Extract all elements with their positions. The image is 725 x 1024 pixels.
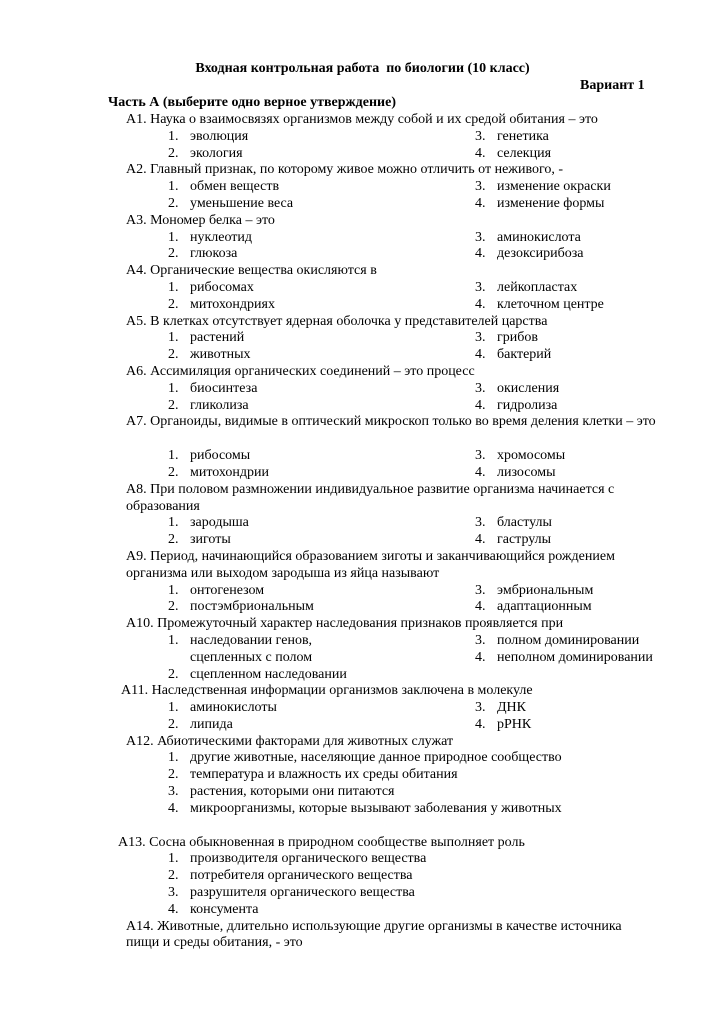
answer-option [168,347,475,364]
answer-option [168,230,475,247]
option-text: животных [190,347,251,363]
answer-option [475,448,705,465]
answer-option [475,330,705,347]
option-text: клеточном центре [497,296,604,312]
option-text: лизосомы [497,464,556,480]
option-text: митохондриях [190,296,275,312]
option-number: 2. [168,532,179,548]
option-number: 4. [475,464,486,480]
answer-option [475,583,705,600]
option-number: 4. [168,800,179,816]
option-text: липида [190,716,233,732]
option-number: 1. [168,330,179,346]
answer-options [168,330,725,364]
option-text: адаптационным [497,599,592,615]
question-text: А13. Сосна обыкновенная в природном сообществе выполняет роль [118,834,525,850]
question-a2 [0,162,725,212]
option-text: обмен веществ [190,179,280,195]
question-text: А4. Органические вещества окисляются в [126,263,377,279]
option-number: 2. [168,767,179,783]
question-a11 [0,683,725,733]
question-a14 [0,919,725,953]
option-number: 4. [475,599,486,615]
option-number: 1. [168,229,179,245]
answer-option [475,297,705,314]
question-text: А2. Главный признак, по которому живое можно отличить от неживого, - [126,162,564,178]
answer-option [475,633,705,650]
option-number: 3. [475,700,486,716]
option-number: 4. [475,532,486,548]
option-text: изменение формы [497,195,605,211]
option-number: 3. [475,582,486,598]
spacer [0,431,725,448]
answer-options [168,633,725,683]
option-text: нуклеотид [190,229,253,245]
question-a9 [0,549,725,616]
option-number: 3. [168,885,179,901]
option-text: изменение окраски [497,179,611,195]
question-a5 [0,314,725,364]
answer-option-continuation [168,650,475,667]
option-number: 1. [168,700,179,716]
option-number: 2. [168,195,179,211]
option-number: 4. [475,145,486,161]
option-number: 2. [168,296,179,312]
option-text: постэмбриональным [190,599,314,615]
answer-option [168,398,475,415]
question-text: А3. Мономер белка – это [126,212,275,228]
answer-option [168,465,475,482]
option-number: 4. [475,347,486,363]
question-text: А5. В клетках отсутствует ядерная оболочка у представителей царства [126,313,548,329]
option-text: зиготы [190,532,231,548]
option-number: 1. [168,179,179,195]
option-number: 4. [475,296,486,312]
question-a3 [0,213,725,263]
answer-option [168,129,475,146]
option-text: температура и влажность их среды обитания [190,767,458,783]
answer-option [475,465,705,482]
option-text: дезоксирибоза [497,246,584,262]
answer-option [475,650,705,667]
option-number: 1. [168,750,179,766]
answer-option [168,717,475,734]
option-number: 1. [168,380,179,396]
option-number: 3. [475,279,486,295]
answer-option [168,146,475,163]
answer-options [168,515,725,549]
option-text: полном доминировании [497,632,640,648]
option-text: хромосомы [497,448,566,464]
option-text: наследовании генов, [190,632,313,648]
answer-option [168,196,475,213]
answer-option [168,599,475,616]
option-text: рибосомах [190,279,254,295]
answer-option [168,851,725,868]
question-a10 [0,616,725,683]
option-number: 1. [168,448,179,464]
question-text: А6. Ассимиляция органических соединений – это процесс [126,363,475,379]
answer-option [475,700,705,717]
option-text: экология [190,145,243,161]
option-number: 4. [475,649,486,665]
answer-option [475,599,705,616]
option-text: грибов [497,330,538,346]
option-text: эмбриональным [497,582,594,598]
answer-options [168,179,725,213]
question-list [0,112,725,952]
option-number: 4. [168,901,179,917]
answer-option [168,246,475,263]
option-number: 3. [475,128,486,144]
option-text: растения, которыми они питаются [190,784,395,800]
option-number: 1. [168,128,179,144]
answer-option [475,280,705,297]
answer-options [168,381,725,415]
option-number: 3. [475,632,486,648]
option-number: 3. [475,179,486,195]
answer-option [168,532,475,549]
variant-label: Вариант 1 [580,78,645,93]
answer-option [168,767,725,784]
answer-option [168,784,725,801]
answer-options [168,851,725,918]
option-text: неполном доминировании [497,649,653,665]
question-a7 [0,414,725,481]
question-a4 [0,263,725,313]
option-text: биосинтеза [190,380,258,396]
option-number: 2. [168,145,179,161]
answer-option [475,717,705,734]
option-text: бактерий [497,347,552,363]
answer-options [168,700,725,734]
option-number: 3. [475,380,486,396]
option-number: 4. [475,716,486,732]
option-text: глюкоза [190,246,238,262]
answer-option [475,398,705,415]
answer-option [168,667,475,684]
option-number: 2. [168,246,179,262]
question-text: А7. Органоиды, видимые в оптический микроскоп только во время деления клетки – это [126,414,656,430]
option-text: сцепленных с полом [190,649,313,665]
option-text: уменьшение веса [190,195,294,211]
option-text: растений [190,330,245,346]
answer-options [168,448,725,482]
answer-option [475,146,705,163]
option-text: аминокислота [497,229,581,245]
option-text: селекция [497,145,552,161]
answer-option [168,902,725,919]
option-number: 2. [168,666,179,682]
answer-option [168,297,475,314]
question-a6 [0,364,725,414]
option-number: 1. [168,279,179,295]
question-a12 [0,734,725,818]
option-number: 3. [475,330,486,346]
answer-option [168,179,475,196]
answer-option [168,750,725,767]
option-number: 2. [168,464,179,480]
option-number: 2. [168,716,179,732]
option-number: 2. [168,347,179,363]
option-number: 1. [168,632,179,648]
option-number: 2. [168,868,179,884]
answer-option [168,885,725,902]
option-number: 3. [168,784,179,800]
answer-option [475,196,705,213]
answer-option [168,280,475,297]
answer-option [475,532,705,549]
answer-option [475,515,705,532]
option-text: рибосомы [190,448,251,464]
question-text: А1. Наука о взаимосвязях организмов между собой и их средой обитания – это [126,112,598,127]
option-text: производителя органического вещества [190,851,427,867]
option-text: онтогенезом [190,582,265,598]
answer-option [168,330,475,347]
question-a8 [0,482,725,549]
option-text: потребителя органического вещества [190,868,413,884]
option-text: окисления [497,380,560,396]
option-text: зародыша [190,515,249,531]
answer-option [168,381,475,398]
answer-option [168,801,725,818]
option-text: ДНК [497,700,526,716]
option-text: аминокислоты [190,700,277,716]
answer-option [475,230,705,247]
answer-option [475,246,705,263]
question-text: А14. Животные, длительно использующие другие организмы в качестве источника пищи и среды обитания, - это [126,918,622,951]
option-number: 4. [475,246,486,262]
option-text: гликолиза [190,397,249,413]
option-text: разрушителя органического вещества [190,885,415,901]
question-a13 [0,835,725,919]
option-number: 4. [475,195,486,211]
answer-option [168,448,475,465]
option-text: сцепленном наследовании [190,666,347,682]
question-text: А12. Абиотическими факторами для животных служат [126,733,454,749]
option-text: митохондрии [190,464,270,480]
part-heading: Часть А (выберите одно верное утверждение) [108,95,396,110]
answer-option [168,868,725,885]
answer-options [168,583,725,617]
answer-options [168,129,725,163]
option-number: 3. [475,229,486,245]
option-number: 2. [168,397,179,413]
option-number: 1. [168,851,179,867]
question-text: А9. Период, начинающийся образованием зиготы и заканчивающийся рождением организма или выходом зародыша из яйца называют [126,548,615,581]
option-text: бластулы [497,515,552,531]
option-number [168,650,190,667]
answer-option [475,179,705,196]
option-number: 3. [475,515,486,531]
answer-options [168,280,725,314]
document-title: Входная контрольная работа по биологии (10 класс) [195,61,530,76]
option-text: рРНК [497,716,532,732]
option-text: эволюция [190,128,249,144]
answer-option [168,583,475,600]
option-text: микроорганизмы, которые вызывают заболевания у животных [190,800,562,816]
option-text: лейкопластах [497,279,578,295]
answer-option [168,633,475,650]
option-number: 2. [168,599,179,615]
option-text: гидролиза [497,397,558,413]
question-a1 [0,112,725,162]
option-number: 1. [168,582,179,598]
option-text: гаструлы [497,532,552,548]
option-number: 4. [475,397,486,413]
answer-option [475,129,705,146]
answer-options [168,230,725,264]
spacer [0,818,725,835]
answer-options [168,750,725,817]
question-text: А10. Промежуточный характер наследования признаков проявляется при [126,616,564,632]
option-text: генетика [497,128,549,144]
option-text: консумента [190,901,259,917]
option-number: 3. [475,448,486,464]
answer-option [475,347,705,364]
answer-option [475,381,705,398]
question-text: А8. При половом размножении индивидуальное развитие организма начинается с образования [126,481,615,514]
answer-option [168,515,475,532]
answer-option [168,700,475,717]
question-text: А11. Наследственная информации организмов заключена в молекуле [121,683,533,699]
option-text: другие животные, населяющие данное природное сообщество [190,750,562,766]
option-number: 1. [168,515,179,531]
